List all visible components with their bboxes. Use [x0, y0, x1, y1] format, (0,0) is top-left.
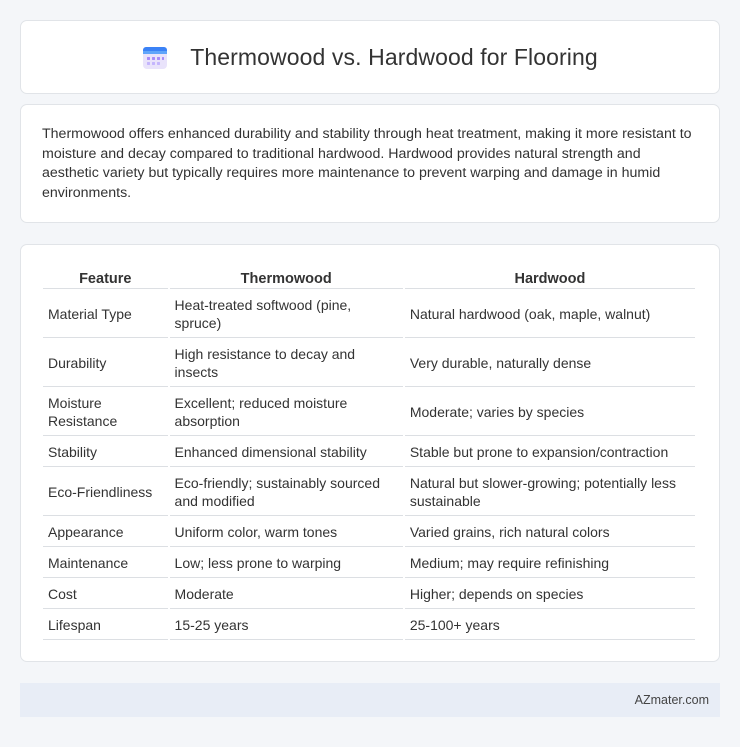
- thermowood-cell: Uniform color, warm tones: [170, 518, 403, 547]
- table-row: [43, 291, 695, 338]
- feature-cell: Eco-Friendliness: [43, 469, 168, 516]
- hardwood-cell: Medium; may require refinishing: [405, 549, 695, 578]
- hardwood-cell: Varied grains, rich natural colors: [405, 518, 695, 547]
- table-row: [43, 389, 695, 436]
- summary-text: Thermowood offers enhanced durability and stability through heat treatment, making it more resistant to moisture and decay compared to traditional hardwood. Hardwood provides natural strength and aesthetic variety but typically requires more maintenance to prevent warping and damage in humid environments.: [42, 126, 692, 201]
- feature-cell: Maintenance: [43, 549, 168, 578]
- feature-cell: Moisture Resistance: [43, 389, 168, 436]
- table-row: [43, 469, 695, 516]
- feature-cell: Cost: [43, 580, 168, 609]
- thermowood-cell: Heat-treated softwood (pine, spruce): [170, 291, 403, 338]
- comparison-table-card: [20, 244, 720, 662]
- hardwood-cell: Very durable, naturally dense: [405, 340, 695, 387]
- thermowood-cell: Low; less prone to warping: [170, 549, 403, 578]
- footer: [20, 683, 720, 717]
- thermowood-cell: Eco-friendly; sustainably sourced and modified: [170, 469, 403, 516]
- hardwood-cell: Higher; depends on species: [405, 580, 695, 609]
- hardwood-cell: Moderate; varies by species: [405, 389, 695, 436]
- thermowood-cell: Excellent; reduced moisture absorption: [170, 389, 403, 436]
- thermowood-cell: 15-25 years: [170, 611, 403, 640]
- table-row: [43, 340, 695, 387]
- table-row: [43, 438, 695, 467]
- hardwood-cell: Stable but prone to expansion/contraction: [405, 438, 695, 467]
- feature-cell: Stability: [43, 438, 168, 467]
- column-header-feature: Feature: [43, 267, 168, 289]
- table-row: [43, 549, 695, 578]
- table-row: [43, 580, 695, 609]
- feature-cell: Lifespan: [43, 611, 168, 640]
- table-header-row: [43, 267, 695, 289]
- column-header-hardwood: Hardwood: [405, 267, 695, 289]
- hardwood-cell: Natural hardwood (oak, maple, walnut): [405, 291, 695, 338]
- feature-cell: Appearance: [43, 518, 168, 547]
- calendar-icon: [142, 44, 168, 70]
- feature-cell: Durability: [43, 340, 168, 387]
- column-header-thermowood: Thermowood: [170, 267, 403, 289]
- hardwood-cell: 25-100+ years: [405, 611, 695, 640]
- table-row: [43, 611, 695, 640]
- table-row: [43, 518, 695, 547]
- hardwood-cell: Natural but slower-growing; potentially less sustainable: [405, 469, 695, 516]
- feature-cell: Material Type: [43, 291, 168, 338]
- page-title: Thermowood vs. Hardwood for Flooring: [190, 43, 598, 70]
- summary-card: [20, 104, 720, 223]
- thermowood-cell: Enhanced dimensional stability: [170, 438, 403, 467]
- footer-brand: AZmater.com: [634, 693, 709, 707]
- header-card: [20, 20, 720, 94]
- thermowood-cell: High resistance to decay and insects: [170, 340, 403, 387]
- thermowood-cell: Moderate: [170, 580, 403, 609]
- comparison-table: [41, 265, 697, 642]
